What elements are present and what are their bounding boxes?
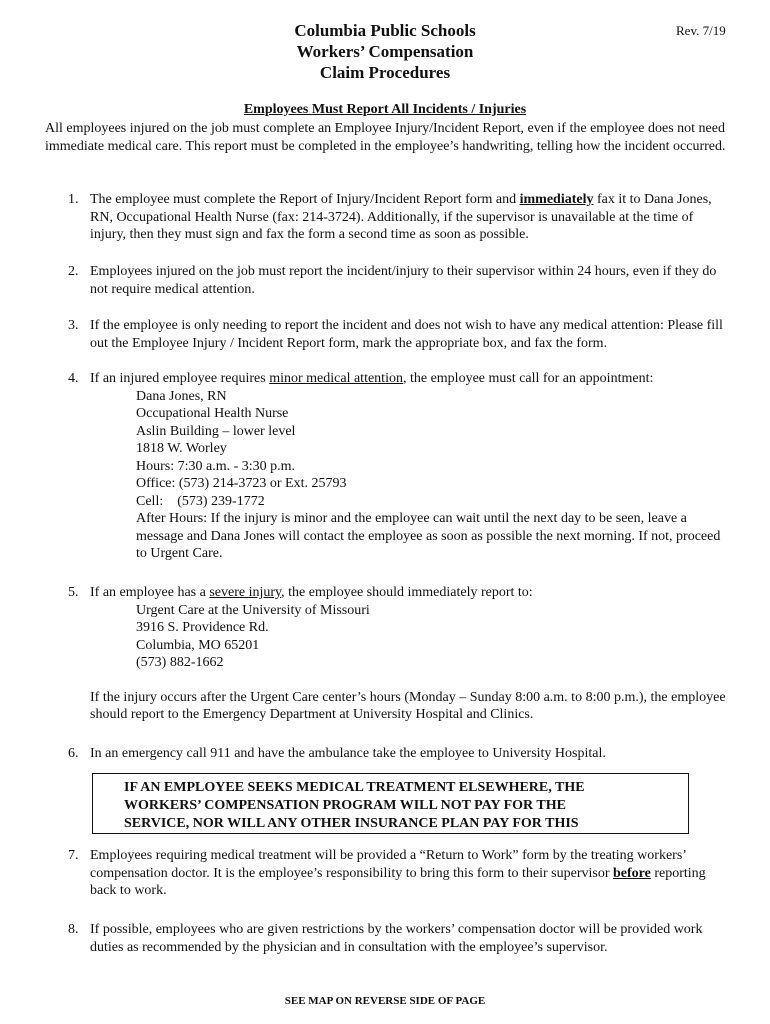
item-text: , the employee should immediately report to:	[281, 585, 533, 600]
item-text: Employees injured on the job must report the incident/injury to their supervisor within 24 hours, even if they do not require medical attention.	[90, 264, 717, 297]
contact-line: 1818 W. Worley	[136, 441, 227, 456]
urgent-care-contact-block	[136, 602, 728, 672]
contact-line: 3916 S. Providence Rd.	[136, 620, 269, 635]
warning-callout	[92, 773, 689, 834]
contact-line: Columbia, MO 65201	[136, 637, 260, 653]
title-line-3: Claim Procedures	[319, 63, 451, 82]
item-emphasis: immediately	[519, 192, 594, 207]
item-number: 2.	[68, 264, 79, 279]
item-number: 1.	[68, 192, 79, 207]
title-line-1: Columbia Public Schools	[294, 21, 476, 40]
after-hours-note: If the injury occurs after the Urgent Care center’s hours (Monday – Sunday 8:00 a.m. to 8:00 p.m.), the employee should report to the Emergency Department at University Hospital and Clinics.	[90, 689, 726, 722]
after-hours-note: After Hours: If the injury is minor and the employee can wait until the next day to be seen, leave a message and Dana Jones will contact the employee as soon as possible the next morning. If not, proceed to Urgent Care.	[136, 511, 721, 561]
nurse-contact-block	[136, 388, 728, 563]
contact-line: (573) 882-1662	[136, 655, 224, 670]
item-number: 5.	[68, 585, 79, 600]
item-emphasis: severe injury	[209, 585, 282, 600]
contact-line: Occupational Health Nurse	[136, 406, 289, 421]
item-text: fax it to Dana Jones, RN, Occupational Health Nurse (fax: 214-3724). Additionally, if the supervisor is unavailable at the time of injury, then they must sign and fax the form a second time as soon as possible.	[90, 192, 712, 242]
item-text: If the employee is only needing to report the incident and does not wish to have any medical attention: Please fill out the Employee Injury / Incident Report form, mark the appropriate box, and fax the form.	[90, 318, 723, 351]
list-item-7	[68, 847, 728, 900]
callout-line: SERVICE, NOR WILL ANY OTHER INSURANCE PLAN PAY FOR THIS	[124, 816, 579, 831]
item-number: 4.	[68, 371, 79, 386]
contact-line: Cell: (573) 239-1772	[136, 493, 265, 509]
document-title	[0, 20, 770, 83]
item-number: 6.	[68, 746, 79, 761]
item-emphasis: before	[612, 865, 651, 881]
list-item-5	[68, 584, 728, 724]
item-text: reporting back to work.	[90, 865, 706, 898]
list-item-1	[68, 191, 728, 244]
intro-paragraph: All employees injured on the job must complete an Employee Injury/Incident Report, even if the employee does not need immediate medical care. This report must be completed in the employee’s handwriting, telling how the incident occurred.	[45, 121, 726, 154]
title-line-2: Workers’ Compensation	[296, 42, 474, 61]
list-item-2	[68, 263, 728, 298]
footer-note: SEE MAP ON REVERSE SIDE OF PAGE	[284, 995, 486, 1007]
callout-line: WORKERS’ COMPENSATION PROGRAM WILL NOT PAY FOR THE	[124, 798, 566, 813]
item-number: 8.	[68, 922, 79, 937]
item-text: If an employee has a	[90, 585, 210, 600]
contact-line: Dana Jones, RN	[136, 388, 227, 404]
list-item-3	[68, 317, 728, 352]
item-text: The employee must complete the Report of Injury/Incident Report form and	[90, 192, 520, 207]
contact-line: Aslin Building – lower level	[136, 423, 296, 439]
contact-line: Hours: 7:30 a.m. - 3:30 p.m.	[136, 458, 296, 474]
item-text: If possible, employees who are given restrictions by the workers’ compensation doctor will be provided work duties as recommended by the physician and in consultation with the employee’s supervisor.	[90, 922, 703, 955]
callout-line: IF AN EMPLOYEE SEEKS MEDICAL TREATMENT ELSEWHERE, THE	[124, 780, 585, 795]
contact-line: Urgent Care at the University of Missouri	[136, 602, 370, 618]
item-number: 3.	[68, 318, 79, 333]
section-heading: Employees Must Report All Incidents / Injuries	[243, 102, 527, 117]
list-item-8	[68, 921, 728, 956]
list-item-6	[68, 745, 728, 763]
item-number: 7.	[68, 848, 79, 863]
item-text: In an emergency call 911 and have the ambulance take the employee to University Hospital.	[90, 746, 606, 761]
item-emphasis: minor medical attention	[269, 371, 403, 386]
item-text: , the employee must call for an appointment:	[402, 371, 654, 386]
revision-label: Rev. 7/19	[676, 23, 726, 38]
list-item-4	[68, 370, 728, 563]
contact-line: Office: (573) 214-3723 or Ext. 25793	[136, 476, 347, 491]
item-text: Employees requiring medical treatment will be provided a “Return to Work” form by the treating workers’ compensation doctor. It is the employee’s responsibility to bring this form to their supervisor	[90, 848, 686, 881]
item-text: If an injured employee requires	[90, 371, 270, 386]
